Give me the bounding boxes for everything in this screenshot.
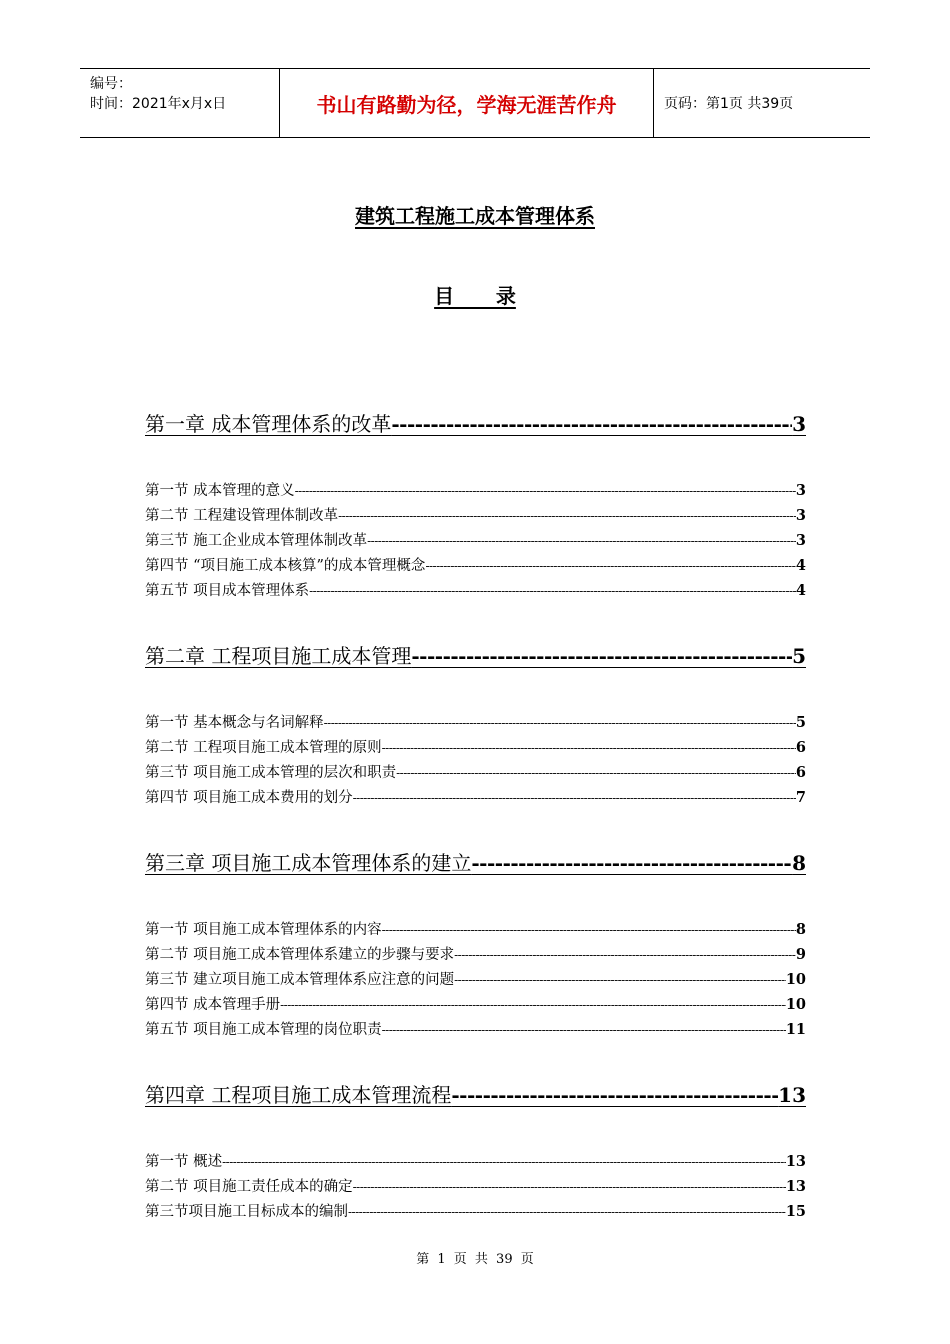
toc-entry-label: 第五节 项目成本管理体系 [145, 583, 310, 599]
document-number-label: 编号： [90, 76, 132, 92]
toc-page-number: 10 [785, 996, 806, 1013]
toc-entry-label: 第二章 工程项目施工成本管理 [145, 644, 412, 668]
toc-leader-dots [454, 948, 796, 962]
header-motto: 书山有路勤为径，学海无涯苦作舟 [316, 92, 617, 117]
toc-section-entry[interactable] [145, 554, 806, 576]
toc-leader-dots [382, 741, 796, 755]
header-left-cell [80, 69, 280, 137]
toc-entry-label: 第四节 成本管理手册 [145, 997, 281, 1013]
toc-page-number: 9 [795, 946, 806, 963]
toc-page-number: 4 [795, 557, 806, 574]
toc-entry-label: 第三节 建立项目施工成本管理体系应注意的问题 [145, 972, 455, 988]
toc-section-entry[interactable] [145, 529, 806, 551]
toc-entry-label: 第一节 项目施工成本管理体系的内容 [145, 922, 382, 938]
toc-page-number: 6 [795, 739, 806, 756]
toc-entry-label: 第三章 项目施工成本管理体系的建立 [145, 851, 472, 875]
toc-leader-dots [471, 851, 792, 875]
toc-leader-dots [411, 644, 792, 668]
toc-page-number: 4 [795, 582, 806, 599]
toc-leader-dots [338, 509, 796, 523]
toc-page-number: 13 [785, 1178, 806, 1195]
toc-page-number: 7 [795, 789, 806, 806]
toc-section-entry[interactable] [145, 1150, 806, 1172]
toc-leader-dots [280, 998, 786, 1012]
toc-page-number: 13 [785, 1153, 806, 1170]
toc-page-number: 10 [785, 971, 806, 988]
toc-page-number: 5 [792, 644, 806, 668]
toc-leader-dots [348, 1205, 786, 1219]
toc-section-entry[interactable] [145, 968, 806, 990]
toc-section-entry[interactable] [145, 1018, 806, 1040]
toc-entry-label: 第二节 项目施工责任成本的确定 [145, 1179, 353, 1195]
toc-leader-dots [382, 923, 796, 937]
toc-leader-dots [382, 1023, 786, 1037]
document-title: 建筑工程施工成本管理体系 [355, 204, 595, 228]
toc-section-entry[interactable] [145, 943, 806, 965]
toc-heading: 目 录 [434, 284, 516, 308]
toc-leader-dots [454, 973, 786, 987]
toc-entry-label: 第四节 项目施工成本费用的划分 [145, 790, 353, 806]
toc-section-entry[interactable] [145, 479, 806, 501]
toc-leader-dots [396, 766, 796, 780]
toc-entry-label: 第四章 工程项目施工成本管理流程 [145, 1083, 452, 1107]
toc-leader-dots [295, 484, 796, 498]
toc-page-number: 3 [795, 532, 806, 549]
toc-section-entry[interactable] [145, 1200, 806, 1222]
toc-section-entry[interactable] [145, 736, 806, 758]
toc-page-number: 5 [795, 714, 806, 731]
toc-leader-dots [324, 716, 796, 730]
toc-entry-label: 第三节 项目施工成本管理的层次和职责 [145, 765, 397, 781]
toc-section-entry[interactable] [145, 1175, 806, 1197]
toc-entry-label: 第二节 工程项目施工成本管理的原则 [145, 740, 382, 756]
header-motto-cell [280, 69, 654, 137]
toc-section-entry[interactable] [145, 761, 806, 783]
toc-page-number: 3 [792, 412, 806, 436]
toc-page-number: 3 [795, 482, 806, 499]
toc-page-number: 11 [785, 1021, 806, 1038]
toc-section-entry[interactable] [145, 786, 806, 808]
toc-leader-dots [222, 1155, 786, 1169]
toc-chapter-entry[interactable] [145, 640, 806, 668]
toc-leader-dots [309, 584, 796, 598]
toc-page-number: 13 [778, 1083, 806, 1107]
toc-section-entry[interactable] [145, 504, 806, 526]
toc-entry-label: 第二节 项目施工成本管理体系建立的步骤与要求 [145, 947, 455, 963]
toc-entry-label: 第四节 “项目施工成本核算”的成本管理概念 [145, 558, 426, 574]
toc-leader-dots [367, 534, 796, 548]
toc-chapter-entry[interactable] [145, 408, 806, 436]
toc-page-number: 8 [795, 921, 806, 938]
header-page-info: 页码：第1页 共39页 [664, 96, 794, 112]
toc-section-entry[interactable] [145, 993, 806, 1015]
toc-leader-dots [451, 1083, 778, 1107]
toc-leader-dots [353, 791, 796, 805]
toc-leader-dots [425, 559, 795, 573]
header-table [80, 68, 870, 138]
toc-entry-label: 第一章 成本管理体系的改革 [145, 412, 392, 436]
toc-entry-label: 第一节 概述 [145, 1154, 223, 1170]
toc-chapter-entry[interactable] [145, 847, 806, 875]
toc-leader-dots [391, 412, 792, 436]
toc-entry-label: 第三节 施工企业成本管理体制改革 [145, 533, 368, 549]
toc-section-entry[interactable] [145, 711, 806, 733]
page-footer: 第 1 页 共 39 页 [416, 1252, 534, 1267]
toc-entry-label: 第二节 工程建设管理体制改革 [145, 508, 339, 524]
toc-page-number: 15 [785, 1203, 806, 1220]
toc-chapter-entry[interactable] [145, 1079, 806, 1107]
document-time-label: 时间：2021年x月x日 [90, 96, 227, 112]
toc-entry-label: 第三节项目施工目标成本的编制 [145, 1204, 348, 1220]
toc-section-entry[interactable] [145, 579, 806, 601]
toc-entry-label: 第一节 成本管理的意义 [145, 483, 295, 499]
toc-page-number: 8 [792, 851, 806, 875]
toc-section-entry[interactable] [145, 918, 806, 940]
toc-entry-label: 第一节 基本概念与名词解释 [145, 715, 324, 731]
toc-entry-label: 第五节 项目施工成本管理的岗位职责 [145, 1022, 382, 1038]
toc-page-number: 3 [795, 507, 806, 524]
toc-page-number: 6 [795, 764, 806, 781]
header-page-cell [654, 69, 870, 137]
toc-leader-dots [353, 1180, 786, 1194]
